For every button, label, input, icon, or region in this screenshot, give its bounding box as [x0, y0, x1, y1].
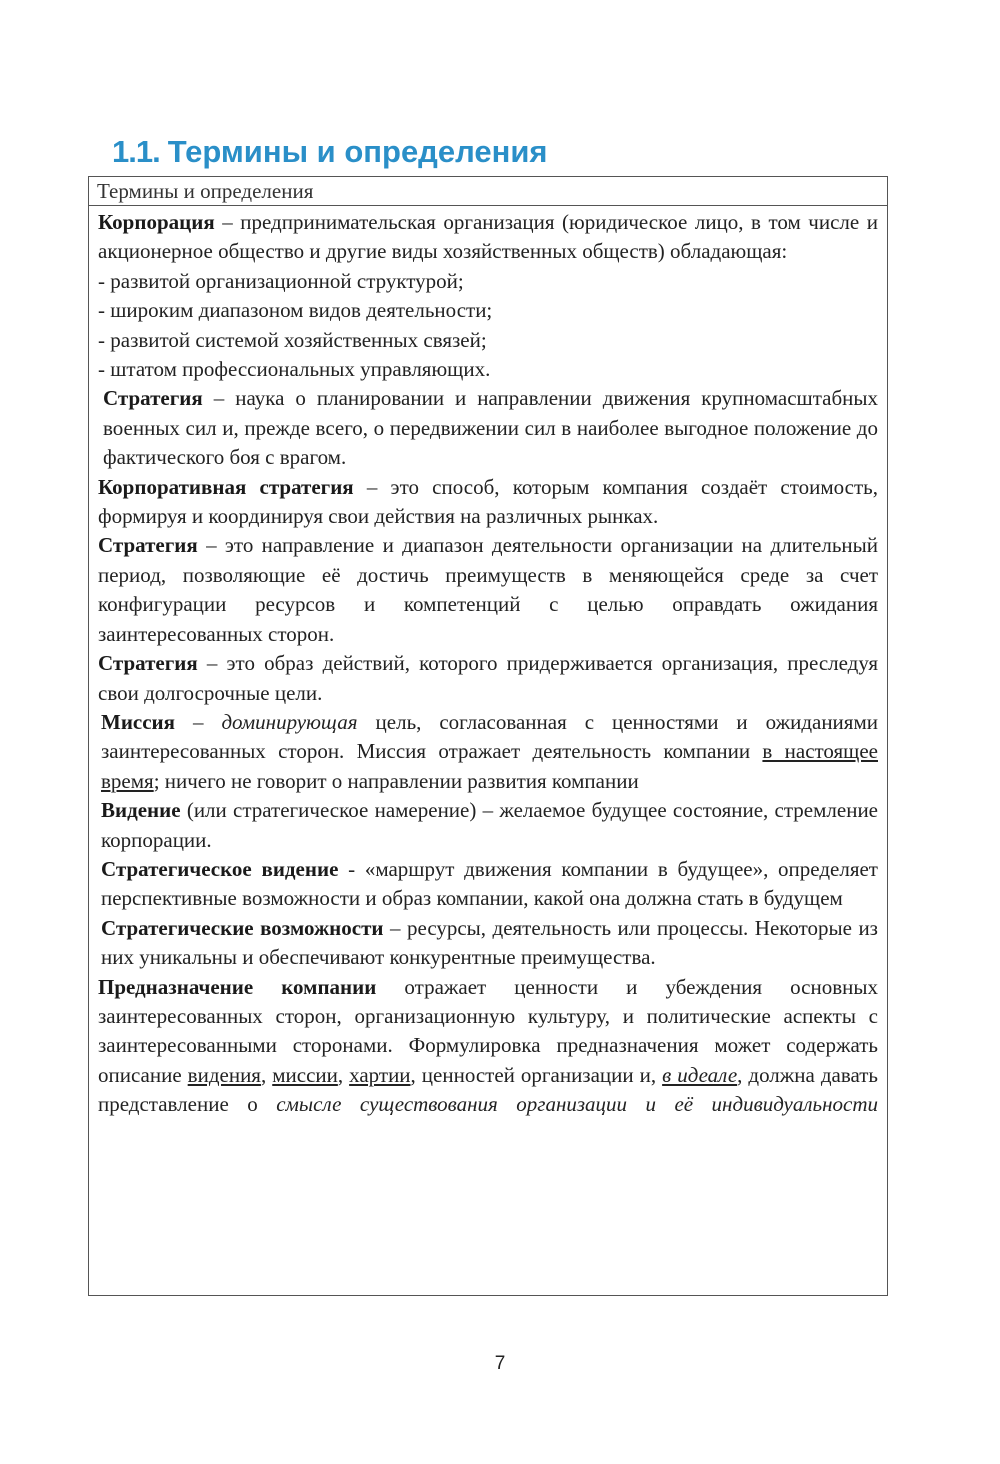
text-strategic-capabilities: – ресурсы, деятельность или процессы. Некоторые из них уникальны и обеспечивают конкурентные преимущества.: [101, 915, 878, 970]
list-item: - развитой системой хозяйственных связей;: [98, 327, 487, 352]
definition-corporation: [98, 208, 878, 267]
purpose-sep-1: ,: [260, 1062, 273, 1087]
term-corporate-strategy: Корпоративная стратегия: [98, 474, 354, 499]
definition-mission: [98, 708, 878, 796]
purpose-ideal: в идеале: [662, 1062, 738, 1087]
term-purpose: Предназначение компании: [98, 974, 377, 999]
purpose-mission-link: миссии: [272, 1062, 338, 1087]
page-number: 7: [494, 1353, 506, 1374]
purpose-vision-link: видения: [187, 1062, 261, 1087]
text-purpose-3: , должна давать представление о: [98, 1062, 879, 1117]
purpose-sep-2: ,: [337, 1062, 350, 1087]
definition-corporate-strategy: [98, 473, 878, 532]
text-vision: (или стратегическое намерение) – желаемое будущее состояние, стремление корпорации.: [101, 798, 878, 852]
list-item: - развитой организационной структурой;: [98, 268, 464, 293]
term-strategy: Стратегия: [98, 533, 198, 558]
term-mission: Миссия: [101, 709, 176, 734]
definition-purpose: [98, 973, 878, 1120]
term-vision: Видение: [101, 798, 181, 823]
section-title: Термины и определения: [167, 134, 548, 169]
definition-strategic-capabilities: [98, 914, 878, 973]
text-strategy-course: – это образ действий, которого придерживается организация, преследуя свои долгосрочные цели.: [98, 651, 878, 705]
section-heading: [112, 132, 548, 172]
term-corporation: Корпорация: [98, 210, 215, 234]
list-item: - штатом профессиональных управляющих.: [98, 357, 491, 382]
text-corporate-strategy: – это способ, которым компания создаёт стоимость, формируя и координируя свои действия на различных рынках.: [98, 474, 878, 529]
mission-underline: в настоящее время: [101, 739, 878, 793]
table-header: Термины и определения: [89, 177, 887, 206]
text-mission-2: ; ничего не говорит о направлении развития компании: [153, 768, 639, 793]
text-corporation: – предпринимательская организация (юридическое лицо, в том числе и акционерное общество и другие виды хозяйственных обществ) обладающая:: [98, 210, 878, 264]
definition-vision: [98, 796, 878, 855]
term-strategic-vision: Стратегическое видение: [101, 856, 339, 881]
mission-emphasis: доминирующая: [221, 709, 358, 734]
list-item: - широким диапазоном видов деятельности;: [98, 298, 493, 323]
term-strategic-capabilities: Стратегические возможности: [101, 915, 384, 940]
text-strategy-direction: – это направление и диапазон деятельности организации на длительный период, позволяющие её достичь преимуществ в меняющейся среде за счет конфигурации ресурсов и компетенций с целью оправдать ожидания заинтересованных сторон.: [98, 533, 878, 646]
text-strategic-vision: - «маршрут движения компании в будущее», определяет перспективные возможности и образ компании, какой она должна стать в будущем: [101, 856, 878, 911]
terms-table: [88, 176, 888, 1296]
term-strategy: Стратегия: [98, 651, 198, 676]
table-body: [89, 206, 887, 1120]
definition-strategic-vision: [98, 855, 878, 914]
term-strategy: Стратегия: [103, 386, 203, 411]
purpose-tail: смысле существования организации и её индивидуальности: [276, 1092, 878, 1117]
definition-strategy-direction: [98, 531, 878, 649]
mission-dash: –: [175, 709, 222, 734]
text-strategy-military: – наука о планировании и направлении движения крупномасштабных военных сил и, прежде всего, о передвижении сил в наиболее выгодное положение до фактического боя с врагом.: [103, 386, 878, 470]
purpose-charter-link: хартии: [349, 1062, 411, 1087]
text-purpose-1: отражает ценности и убеждения основных заинтересованных сторон, организационную культуру, и политические аспекты с заинтересованными сторонами. Формулировка предназначения может содержать описание: [98, 974, 878, 1087]
text-mission-1: цель, согласованная с ценностями и ожиданиями заинтересованных сторон. Миссия отражает деятельность компании: [101, 709, 878, 764]
definition-strategy-military: [98, 384, 878, 472]
section-number: 1.1.: [112, 134, 160, 169]
definition-strategy-course: [98, 649, 878, 708]
text-purpose-2: , ценностей организации и,: [410, 1062, 663, 1087]
